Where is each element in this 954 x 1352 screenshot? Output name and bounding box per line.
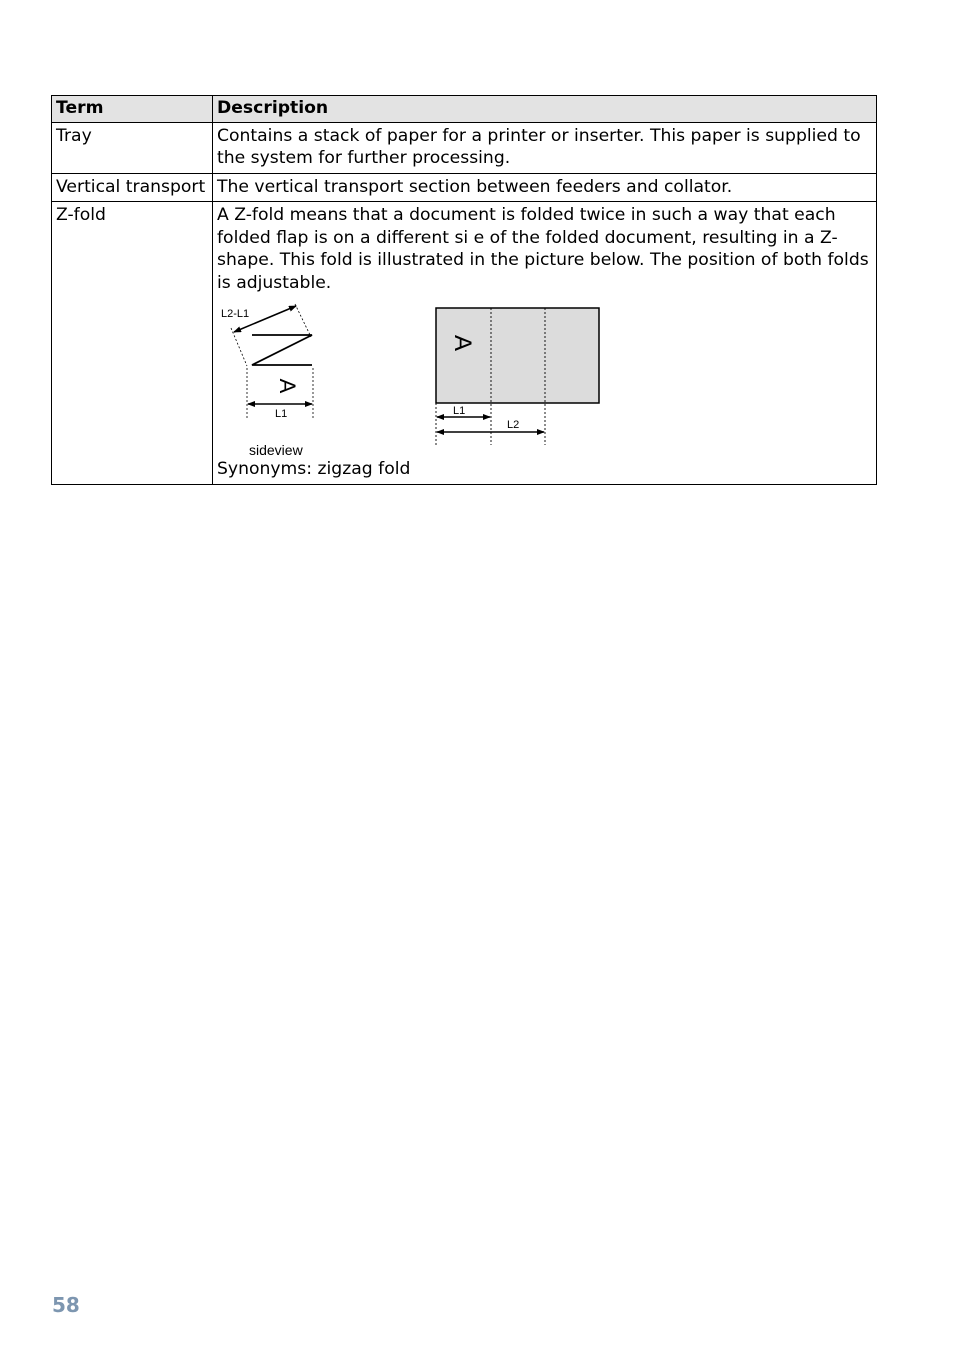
sideview-label-l1: L1	[275, 408, 288, 420]
sideview-letter: A	[275, 378, 300, 394]
term-cell: Tray	[52, 122, 213, 173]
header-description: Description	[213, 96, 877, 123]
page-number: 58	[52, 1293, 80, 1317]
frontview-diagram	[436, 308, 599, 445]
description-cell	[213, 202, 877, 485]
table-row	[52, 122, 877, 173]
description-cell: Contains a stack of paper for a printer or inserter. This paper is supplied to the system for further processing.	[213, 122, 877, 173]
zfold-synonyms: Synonyms: zigzag fold	[217, 459, 411, 479]
frontview-label-l1: L1	[453, 405, 466, 417]
zfold-description: A Z-fold means that a document is folded twice in such a way that each folded flap is on a different si e of the folded document, resulting in a Z-shape. This fold is illustrated in the picture below. The position of both folds is adjustable.	[217, 205, 869, 293]
table-header-row	[52, 96, 877, 123]
zfold-sheet-frontview	[436, 308, 599, 403]
description-cell: The vertical transport section between feeders and collator.	[213, 173, 877, 202]
zfold-illustration	[217, 302, 637, 460]
table-row	[52, 202, 877, 485]
sideview-label-l2-l1: L2-L1	[221, 308, 250, 320]
term-cell: Vertical transport	[52, 173, 213, 202]
header-term: Term	[52, 96, 213, 123]
zfold-sheet-sideview	[252, 335, 312, 365]
glossary-table	[51, 95, 877, 485]
frontview-letter: A	[449, 334, 476, 352]
sideview-diagram	[221, 304, 313, 458]
term-cell: Z-fold	[52, 202, 213, 485]
frontview-label-l2: L2	[507, 419, 520, 431]
sideview-caption: sideview	[249, 442, 303, 458]
table-row	[52, 173, 877, 202]
